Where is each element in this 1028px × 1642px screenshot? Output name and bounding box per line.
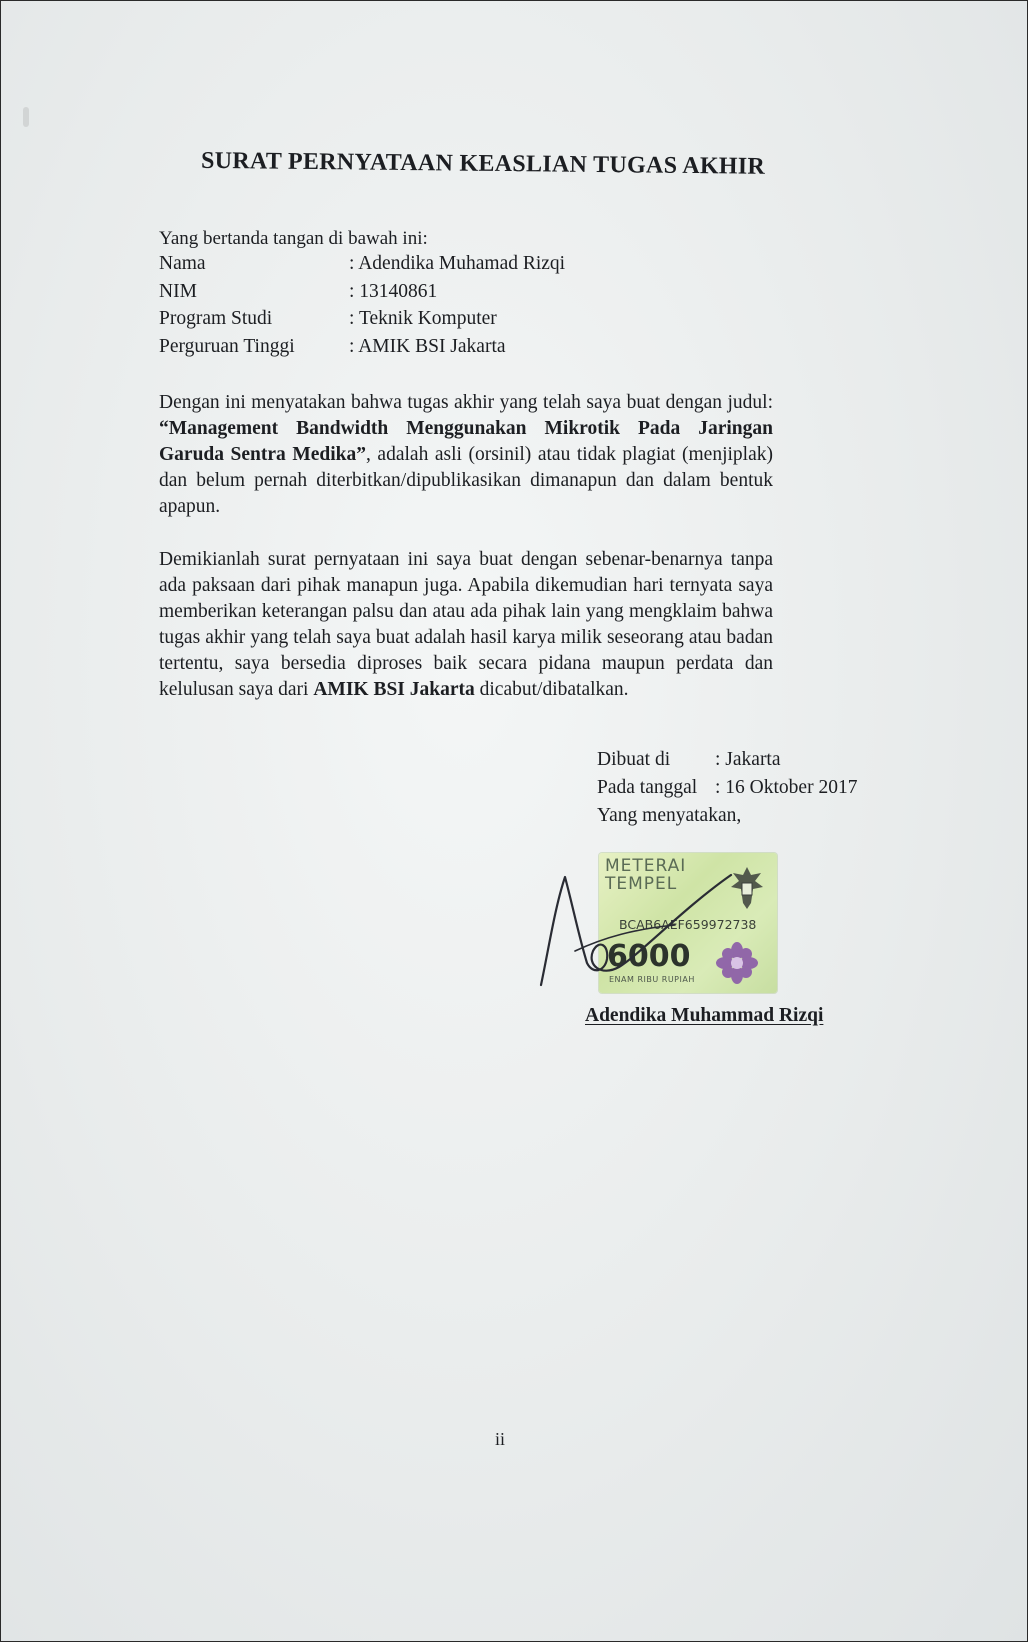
- identity-label: NIM: [159, 280, 197, 302]
- declaration-text-end: dicabut/dibatalkan.: [474, 679, 629, 700]
- identity-row-name: [159, 253, 565, 281]
- stamp-title-line1: METERAI: [605, 856, 687, 876]
- page-number: ii: [495, 1429, 506, 1449]
- signature-icon: [535, 867, 745, 997]
- closing-row: [597, 805, 857, 833]
- statement-text: Dengan ini menyatakan bahwa tugas akhir yang telah saya buat dengan judul:: [159, 392, 773, 413]
- identity-row-university: [159, 336, 565, 364]
- document-title: SURAT PERNYATAAN KEASLIAN TUGAS AKHIR: [200, 147, 766, 180]
- place-value: : Jakarta: [715, 749, 781, 770]
- place-row: [597, 749, 857, 777]
- identity-value: : 13140861: [349, 280, 438, 302]
- place-date-block: [597, 749, 857, 833]
- identity-label: Perguruan Tinggi: [159, 335, 295, 357]
- paper-mark: [23, 107, 29, 127]
- stamp-value-words: ENAM RIBU RUPIAH: [609, 975, 695, 984]
- stamp-serial: BCAB6AEF659972738: [619, 917, 757, 932]
- identity-row-program: [159, 308, 565, 336]
- thesis-title: “Management Bandwidth Menggunakan Mikrotik Pada Jaringan Garuda Sentra Medika”: [159, 418, 773, 465]
- place-label: Dibuat di: [597, 749, 671, 770]
- identity-row-nim: [159, 281, 565, 309]
- identity-value: : AMIK BSI Jakarta: [349, 335, 506, 357]
- statement-text-end: , adalah asli (orsinil) atau tidak plagiat (menjiplak) dan belum pernah diterbitkan/dipublikasikan dimanapun dan dalam bentuk apapun.: [159, 444, 773, 517]
- date-label: Pada tanggal: [597, 777, 698, 798]
- stamp-title-line2: TEMPEL: [605, 874, 678, 894]
- identity-value: : Teknik Komputer: [349, 308, 497, 329]
- identity-label: Nama: [159, 253, 206, 274]
- institution-city: Jakarta: [409, 679, 475, 700]
- declaration-text: Demikianlah surat pernyataan ini saya buat dengan sebenar-benarnya tanpa ada paksaan dari pihak manapun juga. Apabila dikemudian hari ternyata saya memberikan keterangan palsu dan atau ada pihak lain yang mengklaim bahwa tugas akhir yang telah saya buat adalah hasil karya milik seseorang atau badan tertentu, saya bersedia diproses baik secara pidana maupun perdata dan kelulusan saya dari: [159, 549, 773, 700]
- identity-block: [159, 253, 565, 363]
- statement-paragraph: [159, 390, 773, 520]
- date-value: : 16 Oktober 2017: [715, 777, 858, 798]
- identity-label: Program Studi: [159, 308, 273, 329]
- signer-name: Adendika Muhammad Rizqi: [585, 1005, 824, 1026]
- institution-name: AMIK BSI: [313, 679, 405, 700]
- declaration-paragraph: [159, 547, 773, 703]
- intro-line: Yang bertanda tangan di bawah ini:: [159, 228, 428, 249]
- closing-text: Yang menyatakan,: [597, 805, 742, 826]
- date-row: [597, 777, 857, 805]
- identity-value: : Adendika Muhamad Rizqi: [349, 253, 566, 274]
- stamp-value: 6000: [607, 939, 691, 974]
